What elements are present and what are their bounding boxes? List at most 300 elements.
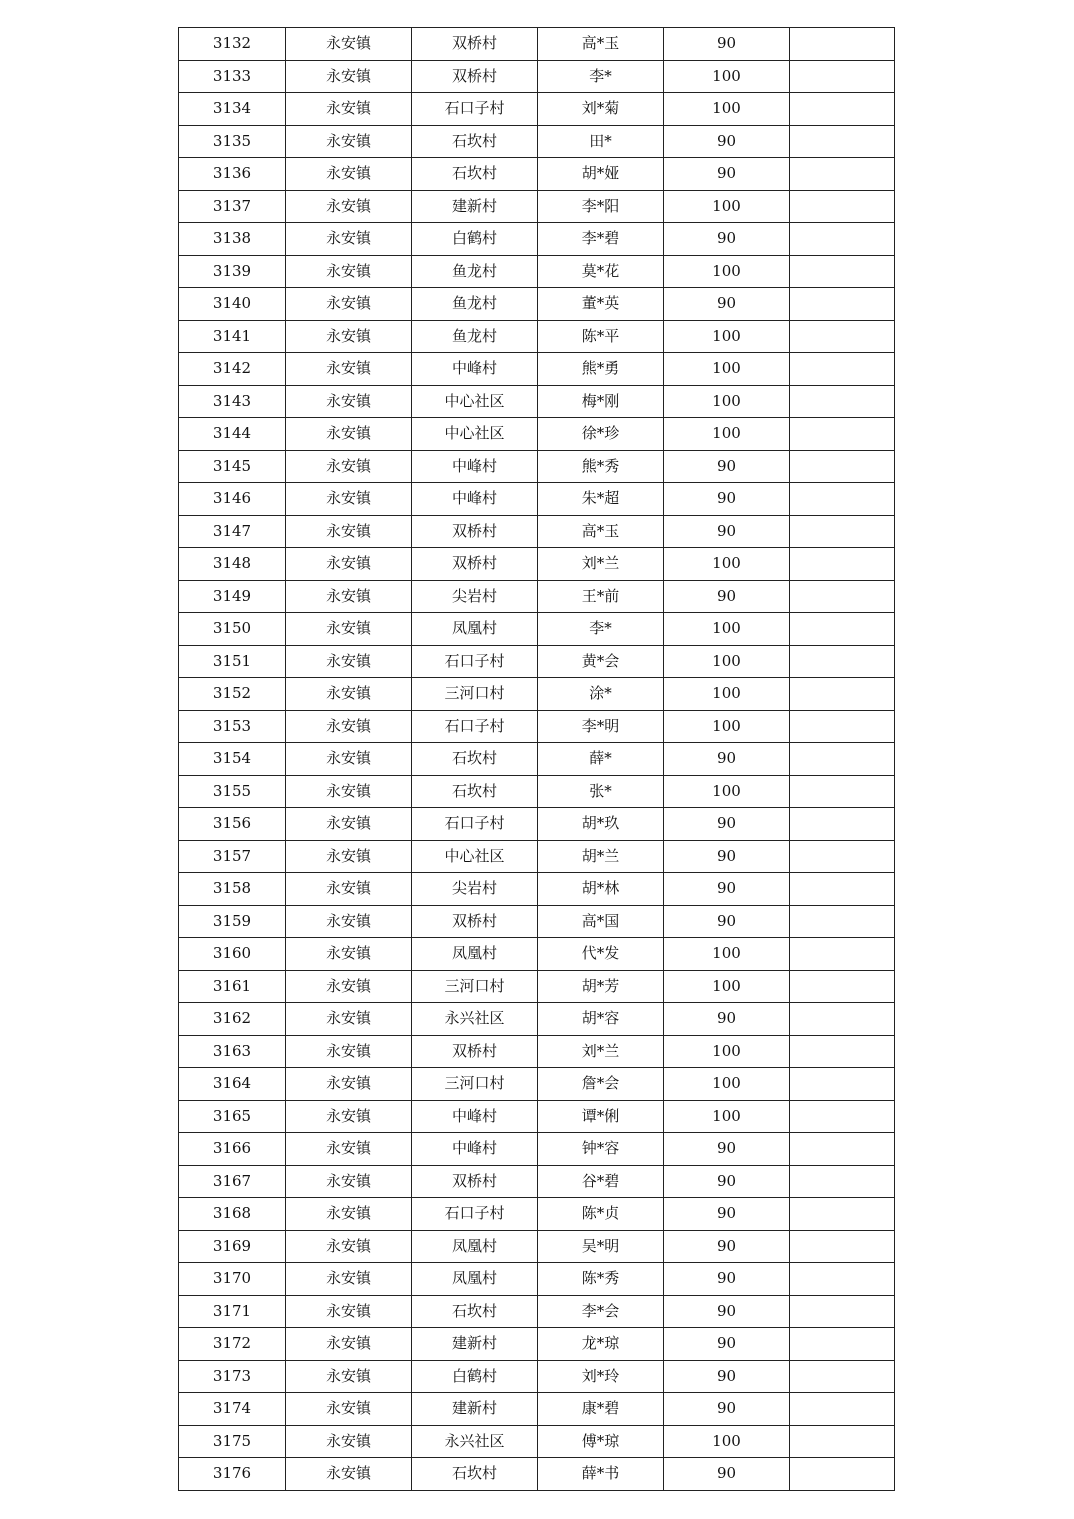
note-cell [790,158,895,191]
amount-cell: 100 [664,613,790,646]
serial-number-cell: 3133 [179,60,286,93]
name-cell: 龙*琼 [538,1328,664,1361]
note-cell [790,125,895,158]
amount-cell: 100 [664,60,790,93]
village-cell: 建新村 [412,190,538,223]
table-row [179,1068,895,1101]
serial-number-cell: 3164 [179,1068,286,1101]
village-cell: 凤凰村 [412,938,538,971]
village-cell: 石口子村 [412,808,538,841]
roster-table-body [179,28,895,1491]
note-cell [790,938,895,971]
name-cell: 胡*娅 [538,158,664,191]
note-cell [790,1003,895,1036]
serial-number-cell: 3173 [179,1360,286,1393]
town-cell: 永安镇 [286,125,412,158]
village-cell: 双桥村 [412,905,538,938]
amount-cell: 90 [664,125,790,158]
town-cell: 永安镇 [286,613,412,646]
note-cell [790,223,895,256]
table-row [179,1458,895,1491]
table-row [179,678,895,711]
town-cell: 永安镇 [286,1263,412,1296]
village-cell: 白鹤村 [412,223,538,256]
village-cell: 中峰村 [412,483,538,516]
village-cell: 中心社区 [412,840,538,873]
table-row [179,288,895,321]
note-cell [790,710,895,743]
table-row [179,1198,895,1231]
table-row [179,28,895,61]
note-cell [790,288,895,321]
note-cell [790,808,895,841]
name-cell: 张* [538,775,664,808]
serial-number-cell: 3150 [179,613,286,646]
serial-number-cell: 3149 [179,580,286,613]
serial-number-cell: 3134 [179,93,286,126]
amount-cell: 90 [664,515,790,548]
serial-number-cell: 3154 [179,743,286,776]
amount-cell: 90 [664,1458,790,1491]
amount-cell: 100 [664,710,790,743]
village-cell: 石口子村 [412,93,538,126]
note-cell [790,1458,895,1491]
amount-cell: 100 [664,93,790,126]
village-cell: 中心社区 [412,385,538,418]
amount-cell: 90 [664,483,790,516]
serial-number-cell: 3143 [179,385,286,418]
table-row [179,970,895,1003]
table-row [179,385,895,418]
table-row [179,905,895,938]
note-cell [790,255,895,288]
village-cell: 中心社区 [412,418,538,451]
note-cell [790,60,895,93]
table-row [179,190,895,223]
note-cell [790,418,895,451]
name-cell: 熊*勇 [538,353,664,386]
town-cell: 永安镇 [286,1425,412,1458]
name-cell: 钟*容 [538,1133,664,1166]
serial-number-cell: 3142 [179,353,286,386]
name-cell: 董*英 [538,288,664,321]
serial-number-cell: 3157 [179,840,286,873]
town-cell: 永安镇 [286,1230,412,1263]
village-cell: 中峰村 [412,450,538,483]
name-cell: 康*碧 [538,1393,664,1426]
note-cell [790,873,895,906]
table-row [179,808,895,841]
name-cell: 陈*秀 [538,1263,664,1296]
note-cell [790,483,895,516]
town-cell: 永安镇 [286,483,412,516]
amount-cell: 100 [664,353,790,386]
village-cell: 中峰村 [412,1133,538,1166]
serial-number-cell: 3132 [179,28,286,61]
table-row [179,645,895,678]
table-row [179,125,895,158]
village-cell: 石坎村 [412,158,538,191]
table-row [179,1360,895,1393]
note-cell [790,1198,895,1231]
village-cell: 石口子村 [412,1198,538,1231]
name-cell: 李*碧 [538,223,664,256]
name-cell: 黄*会 [538,645,664,678]
amount-cell: 100 [664,320,790,353]
name-cell: 薛* [538,743,664,776]
serial-number-cell: 3167 [179,1165,286,1198]
name-cell: 傅*琼 [538,1425,664,1458]
serial-number-cell: 3138 [179,223,286,256]
town-cell: 永安镇 [286,255,412,288]
note-cell [790,353,895,386]
name-cell: 陈*平 [538,320,664,353]
village-cell: 鱼龙村 [412,255,538,288]
name-cell: 高*玉 [538,515,664,548]
name-cell: 胡*容 [538,1003,664,1036]
name-cell: 李*会 [538,1295,664,1328]
amount-cell: 90 [664,1198,790,1231]
note-cell [790,1133,895,1166]
town-cell: 永安镇 [286,580,412,613]
note-cell [790,905,895,938]
name-cell: 吴*明 [538,1230,664,1263]
serial-number-cell: 3155 [179,775,286,808]
town-cell: 永安镇 [286,678,412,711]
note-cell [790,613,895,646]
serial-number-cell: 3159 [179,905,286,938]
serial-number-cell: 3165 [179,1100,286,1133]
amount-cell: 90 [664,808,790,841]
table-row [179,775,895,808]
serial-number-cell: 3170 [179,1263,286,1296]
amount-cell: 90 [664,1295,790,1328]
village-cell: 石口子村 [412,645,538,678]
amount-cell: 100 [664,190,790,223]
town-cell: 永安镇 [286,1165,412,1198]
note-cell [790,1393,895,1426]
table-row [179,93,895,126]
roster-table [178,27,895,1491]
serial-number-cell: 3147 [179,515,286,548]
name-cell: 詹*会 [538,1068,664,1101]
name-cell: 胡*林 [538,873,664,906]
name-cell: 李*明 [538,710,664,743]
village-cell: 永兴社区 [412,1425,538,1458]
town-cell: 永安镇 [286,743,412,776]
village-cell: 双桥村 [412,1035,538,1068]
town-cell: 永安镇 [286,158,412,191]
table-row [179,1425,895,1458]
village-cell: 建新村 [412,1393,538,1426]
note-cell [790,515,895,548]
table-row [179,353,895,386]
amount-cell: 100 [664,255,790,288]
table-row [179,710,895,743]
name-cell: 代*发 [538,938,664,971]
village-cell: 中峰村 [412,353,538,386]
village-cell: 双桥村 [412,60,538,93]
town-cell: 永安镇 [286,320,412,353]
serial-number-cell: 3135 [179,125,286,158]
town-cell: 永安镇 [286,1360,412,1393]
village-cell: 石坎村 [412,743,538,776]
table-row [179,613,895,646]
village-cell: 尖岩村 [412,873,538,906]
name-cell: 熊*秀 [538,450,664,483]
amount-cell: 90 [664,1393,790,1426]
village-cell: 双桥村 [412,515,538,548]
name-cell: 刘*兰 [538,548,664,581]
amount-cell: 90 [664,840,790,873]
amount-cell: 100 [664,775,790,808]
name-cell: 谷*碧 [538,1165,664,1198]
note-cell [790,1263,895,1296]
table-row [179,255,895,288]
town-cell: 永安镇 [286,385,412,418]
table-row [179,483,895,516]
serial-number-cell: 3174 [179,1393,286,1426]
table-row [179,1100,895,1133]
village-cell: 三河口村 [412,970,538,1003]
serial-number-cell: 3141 [179,320,286,353]
town-cell: 永安镇 [286,1393,412,1426]
table-row [179,1133,895,1166]
amount-cell: 90 [664,1133,790,1166]
note-cell [790,1230,895,1263]
name-cell: 胡*芳 [538,970,664,1003]
village-cell: 三河口村 [412,678,538,711]
amount-cell: 90 [664,223,790,256]
amount-cell: 100 [664,1068,790,1101]
table-row [179,840,895,873]
village-cell: 凤凰村 [412,613,538,646]
table-row [179,1035,895,1068]
table-row [179,1393,895,1426]
town-cell: 永安镇 [286,1458,412,1491]
village-cell: 鱼龙村 [412,320,538,353]
name-cell: 梅*刚 [538,385,664,418]
name-cell: 胡*兰 [538,840,664,873]
table-row [179,515,895,548]
serial-number-cell: 3161 [179,970,286,1003]
note-cell [790,1068,895,1101]
serial-number-cell: 3158 [179,873,286,906]
amount-cell: 100 [664,1425,790,1458]
table-row [179,223,895,256]
table-row [179,548,895,581]
town-cell: 永安镇 [286,515,412,548]
town-cell: 永安镇 [286,223,412,256]
town-cell: 永安镇 [286,840,412,873]
note-cell [790,320,895,353]
table-row [179,1003,895,1036]
town-cell: 永安镇 [286,1328,412,1361]
serial-number-cell: 3175 [179,1425,286,1458]
town-cell: 永安镇 [286,288,412,321]
town-cell: 永安镇 [286,645,412,678]
serial-number-cell: 3146 [179,483,286,516]
table-row [179,450,895,483]
town-cell: 永安镇 [286,905,412,938]
name-cell: 刘*玲 [538,1360,664,1393]
village-cell: 双桥村 [412,548,538,581]
town-cell: 永安镇 [286,450,412,483]
note-cell [790,93,895,126]
table-row [179,1328,895,1361]
town-cell: 永安镇 [286,1100,412,1133]
name-cell: 陈*贞 [538,1198,664,1231]
amount-cell: 90 [664,1003,790,1036]
note-cell [790,450,895,483]
note-cell [790,1035,895,1068]
serial-number-cell: 3137 [179,190,286,223]
amount-cell: 100 [664,1035,790,1068]
name-cell: 李* [538,60,664,93]
town-cell: 永安镇 [286,775,412,808]
name-cell: 薛*书 [538,1458,664,1491]
table-row [179,873,895,906]
town-cell: 永安镇 [286,93,412,126]
name-cell: 徐*珍 [538,418,664,451]
amount-cell: 100 [664,678,790,711]
amount-cell: 90 [664,873,790,906]
serial-number-cell: 3176 [179,1458,286,1491]
serial-number-cell: 3162 [179,1003,286,1036]
village-cell: 石口子村 [412,710,538,743]
town-cell: 永安镇 [286,190,412,223]
note-cell [790,1100,895,1133]
note-cell [790,1165,895,1198]
amount-cell: 90 [664,1230,790,1263]
town-cell: 永安镇 [286,1003,412,1036]
serial-number-cell: 3156 [179,808,286,841]
amount-cell: 90 [664,1165,790,1198]
name-cell: 涂* [538,678,664,711]
amount-cell: 100 [664,1100,790,1133]
table-row [179,320,895,353]
name-cell: 谭*俐 [538,1100,664,1133]
note-cell [790,743,895,776]
serial-number-cell: 3171 [179,1295,286,1328]
serial-number-cell: 3152 [179,678,286,711]
amount-cell: 90 [664,450,790,483]
note-cell [790,678,895,711]
name-cell: 高*玉 [538,28,664,61]
amount-cell: 90 [664,158,790,191]
amount-cell: 90 [664,28,790,61]
village-cell: 三河口村 [412,1068,538,1101]
town-cell: 永安镇 [286,353,412,386]
note-cell [790,645,895,678]
amount-cell: 100 [664,385,790,418]
amount-cell: 90 [664,288,790,321]
amount-cell: 90 [664,905,790,938]
note-cell [790,190,895,223]
town-cell: 永安镇 [286,970,412,1003]
note-cell [790,1295,895,1328]
village-cell: 尖岩村 [412,580,538,613]
serial-number-cell: 3140 [179,288,286,321]
table-row [179,1263,895,1296]
name-cell: 高*国 [538,905,664,938]
name-cell: 刘*兰 [538,1035,664,1068]
table-row [179,60,895,93]
name-cell: 李* [538,613,664,646]
village-cell: 石坎村 [412,1458,538,1491]
village-cell: 建新村 [412,1328,538,1361]
amount-cell: 90 [664,1360,790,1393]
serial-number-cell: 3160 [179,938,286,971]
town-cell: 永安镇 [286,1133,412,1166]
village-cell: 双桥村 [412,1165,538,1198]
table-row [179,158,895,191]
serial-number-cell: 3168 [179,1198,286,1231]
serial-number-cell: 3139 [179,255,286,288]
name-cell: 朱*超 [538,483,664,516]
serial-number-cell: 3166 [179,1133,286,1166]
amount-cell: 90 [664,580,790,613]
village-cell: 双桥村 [412,28,538,61]
note-cell [790,1328,895,1361]
amount-cell: 90 [664,1328,790,1361]
amount-cell: 100 [664,548,790,581]
name-cell: 刘*菊 [538,93,664,126]
amount-cell: 100 [664,938,790,971]
serial-number-cell: 3172 [179,1328,286,1361]
town-cell: 永安镇 [286,1068,412,1101]
town-cell: 永安镇 [286,873,412,906]
town-cell: 永安镇 [286,548,412,581]
serial-number-cell: 3151 [179,645,286,678]
note-cell [790,970,895,1003]
serial-number-cell: 3148 [179,548,286,581]
note-cell [790,775,895,808]
amount-cell: 100 [664,970,790,1003]
note-cell [790,548,895,581]
village-cell: 永兴社区 [412,1003,538,1036]
village-cell: 白鹤村 [412,1360,538,1393]
village-cell: 石坎村 [412,775,538,808]
note-cell [790,840,895,873]
note-cell [790,1360,895,1393]
town-cell: 永安镇 [286,938,412,971]
table-row [179,1230,895,1263]
town-cell: 永安镇 [286,418,412,451]
serial-number-cell: 3145 [179,450,286,483]
table-row [179,938,895,971]
table-row [179,1295,895,1328]
village-cell: 凤凰村 [412,1263,538,1296]
town-cell: 永安镇 [286,1198,412,1231]
table-row [179,418,895,451]
town-cell: 永安镇 [286,710,412,743]
serial-number-cell: 3153 [179,710,286,743]
serial-number-cell: 3136 [179,158,286,191]
serial-number-cell: 3144 [179,418,286,451]
name-cell: 李*阳 [538,190,664,223]
village-cell: 鱼龙村 [412,288,538,321]
note-cell [790,385,895,418]
village-cell: 石坎村 [412,125,538,158]
town-cell: 永安镇 [286,60,412,93]
town-cell: 永安镇 [286,1295,412,1328]
serial-number-cell: 3163 [179,1035,286,1068]
note-cell [790,580,895,613]
amount-cell: 90 [664,1263,790,1296]
name-cell: 田* [538,125,664,158]
name-cell: 胡*玖 [538,808,664,841]
